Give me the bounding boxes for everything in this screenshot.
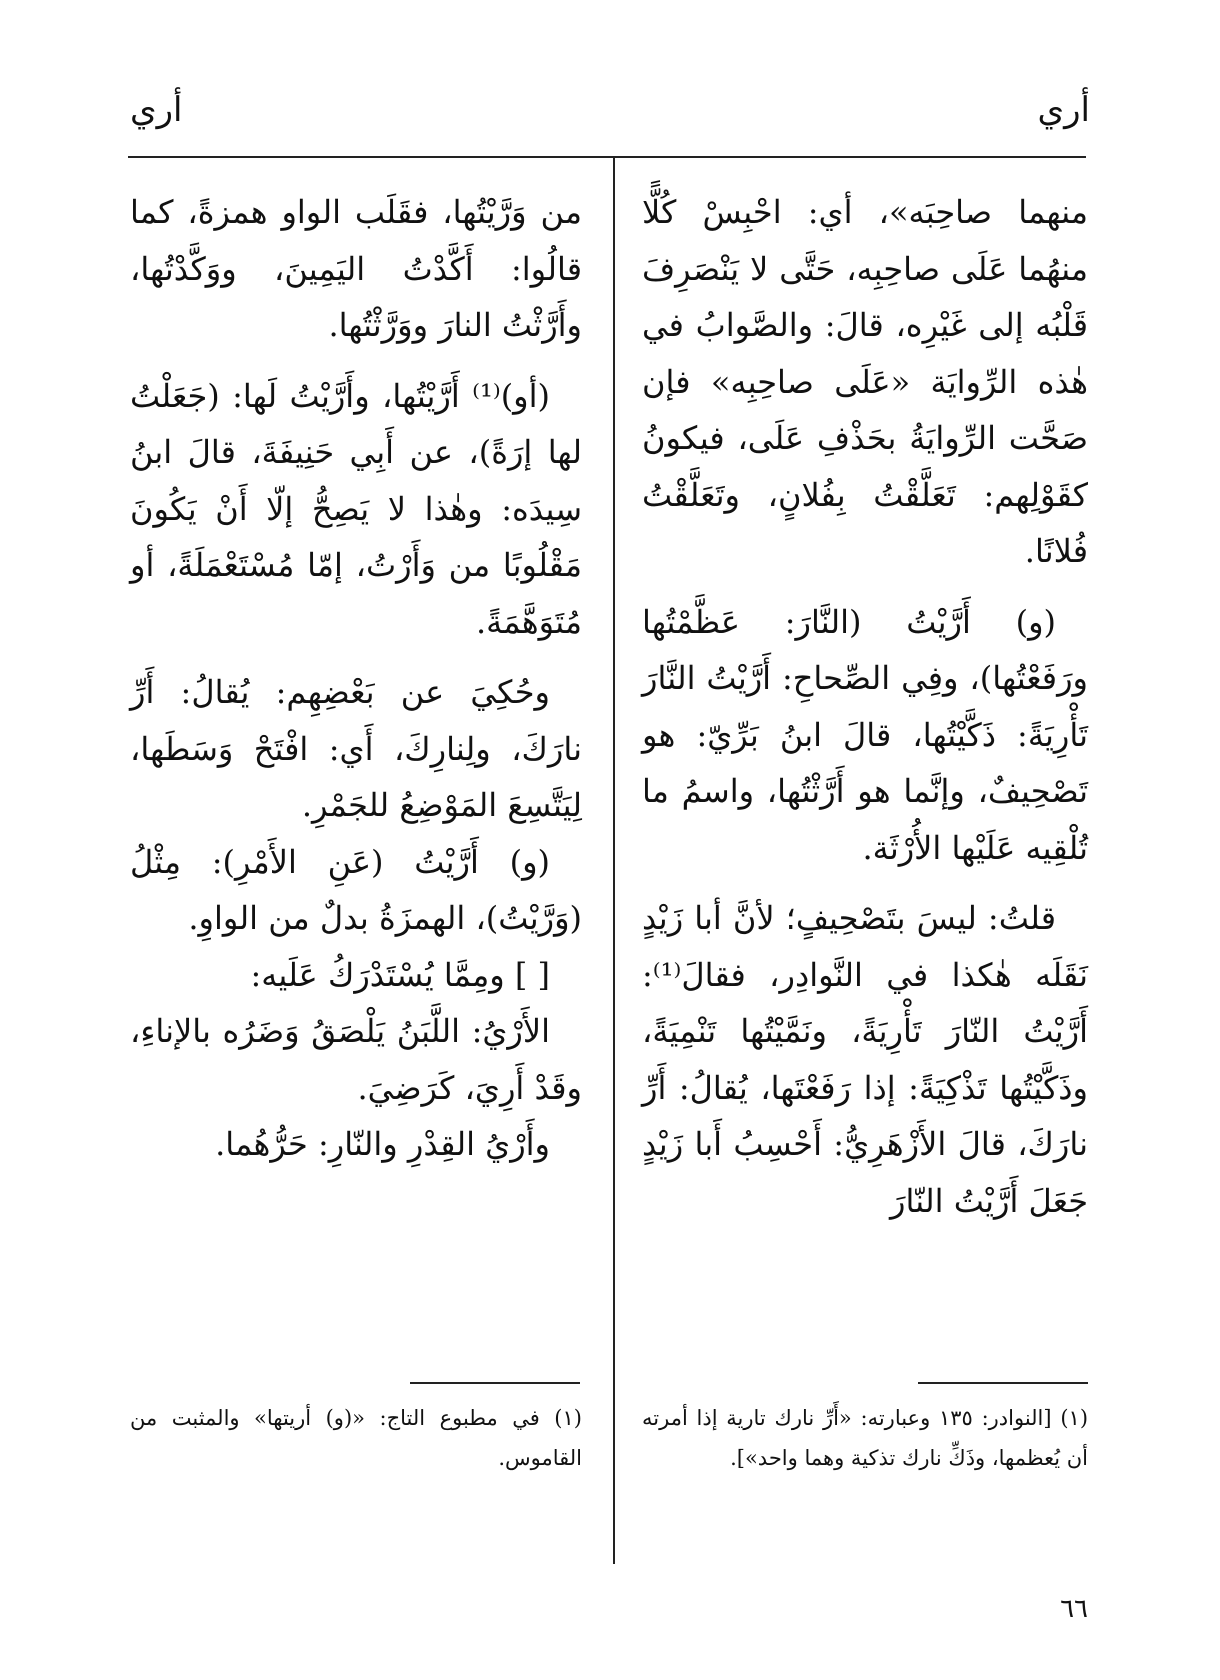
footnote-text: (١) [النوادر: ١٣٥ وعبارته: «أَرِّ نارك تارية إذا أمرته أن يُعظمها، وذَكِّ نارك تذكية وهما واحد»]. [642,1406,1089,1470]
left-column [130,184,582,1173]
paragraph: وأَرْيُ القِدْرِ والنّارِ: حَرُّهُما. [215,1125,550,1163]
paragraph: وحُكِيَ عن بَعْضِهِم: يُقالُ: أَرِّ نارَكَ، ولِنارِكَ، أَي: افْتَحْ وَسَطَها، لِيَتَّسِعَ المَوْضِعُ للجَمْرِ. [130,673,582,824]
footnote-rule-right [918,1382,1088,1384]
section-heading: [ ] ومِمَّا يُسْتَدْرَكُ عَلَيه: [250,955,550,994]
running-header-left: أري [130,90,183,130]
paragraph: من وَرَّيْتُها، فقَلَب الواو همزةً، كما قالُوا: أَكَّدْتُ اليَمِينَ، ووَكَّدْتُها، وأَرَّثْتُ النارَ ووَرَّثْتُها. [130,193,582,344]
footnote-text: (١) في مطبوع التاج: «(و) أريتها» والمثبت من القاموس. [130,1406,582,1470]
right-column [642,184,1088,1229]
paragraph: (و) أَرَّيْتُ (النَّارَ: عَظَّمْتُها ورَفَعْتُها)، وفِي الصِّحاحِ: أَرَّيْتُ النَّارَ تَأْرِيَةً: ذَكَّيْتُها، قالَ ابنُ بَرِّيّ: هو تَصْحِيفٌ، وإنَّما هو أَرَّثْتُها، واسمُ ما تُلْقِيه عَلَيْها الأُرْثَة. [642,602,1088,867]
paragraph: منهما صاحِبَه»، أي: احْبِسْ كُلًّا منهُما عَلَى صاحِبِه، حَتَّى لا يَنْصَرِفَ قَلْبُه إلى غَيْرِه، قالَ: والصَّوابُ في هٰذه الرِّوايَة «عَلَى صاحِبِه» فإن صَحَّت الرِّوايَةُ بحَذْفِ عَلَى، فيكونُ كقَوْلِهم: تَعَلَّقْتُ بِفُلانٍ، وتَعَلَّقْتُ فُلانًا. [642,193,1088,570]
page-number: ٦٦ [1060,1594,1088,1624]
paragraph: (أو)⁽¹⁾ أَرَّيْتُها، وأَرَّيْتُ لَها: (جَعَلْتُ لها إرَةً)، عن أَبِي حَنِيفَةَ، قالَ ابنُ سِيدَه: وهٰذا لا يَصِحُّ إلّا أَنْ يَكُونَ مَقْلُوبًا من وَأَرْتُ، إمّا مُسْتَعْمَلَةً، أو مُتَوَهَّمَةً. [130,376,582,641]
footnote-left [130,1398,582,1478]
paragraph: الأَرْيُ: اللَّبَنُ يَلْصَقُ وَضَرُه بالإناءِ، وقَدْ أَرِيَ، كَرَضِيَ. [130,1012,582,1107]
footnote-right [642,1398,1088,1478]
footnote-rule-left [410,1382,580,1384]
paragraph: (و) أَرَّيْتُ (عَنِ الأَمْرِ): مِثْلُ (وَرَّيْتُ)، الهمزَةُ بدلٌ من الواوِ. [130,842,582,937]
running-header-right: أري [1037,90,1090,130]
paragraph: قلتُ: ليسَ بتَصْحِيفٍ؛ لأنَّ أبا زَيْدٍ نَقَلَه هٰكذا في النَّوادِر، فقالَ⁽¹⁾: أَرَّيْتُ النّارَ تَأْرِيَةً، ونَمَّيْتُها تَنْمِيَةً، وذَكَّيْتُها تَذْكِيَةً: إذا رَفَعْتَها، يُقالُ: أَرِّ نارَكَ، قالَ الأَزْهَرِيُّ: أَحْسِبُ أَبا زَيْدٍ جَعَلَ أَرَّيْتُ النّارَ [642,899,1088,1220]
column-divider [613,156,615,1564]
header-rule [128,156,1086,158]
